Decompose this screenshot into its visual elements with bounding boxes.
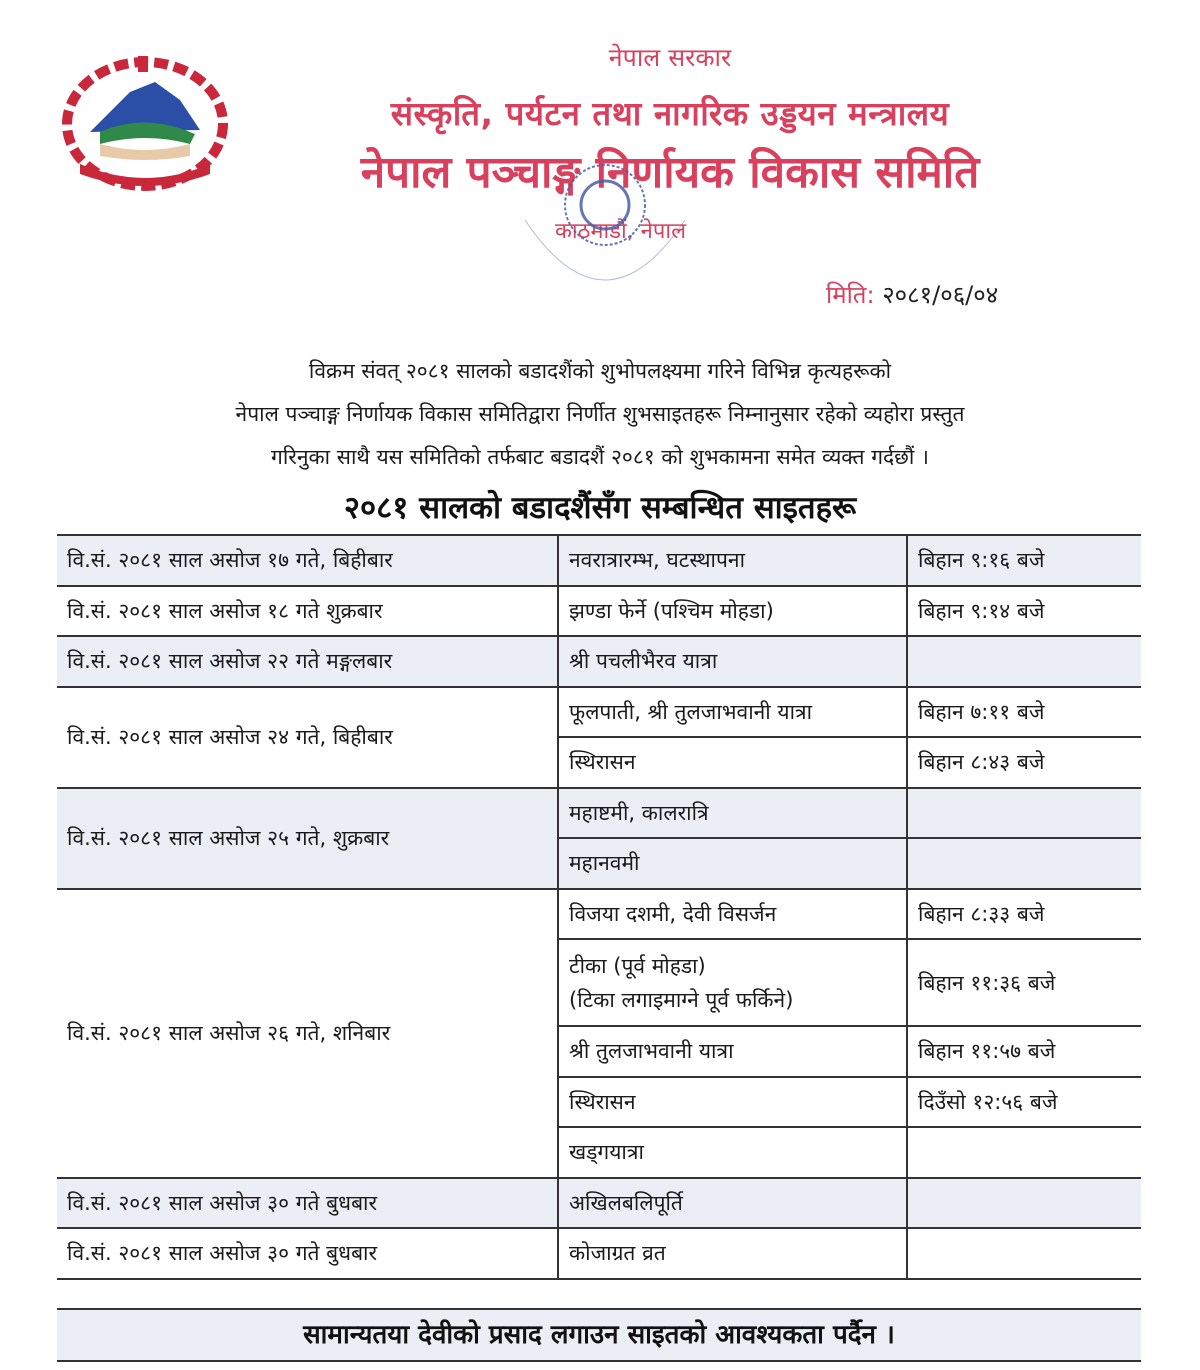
table-row (57, 889, 1141, 940)
table-row (57, 586, 1141, 637)
time-cell: बिहान ११:५७ बजे (907, 1026, 1141, 1077)
event-cell (558, 939, 907, 1026)
ministry-name: संस्कृति, पर्यटन तथा नागरिक उड्डयन मन्त्रालय (390, 94, 950, 133)
government-name: नेपाल सरकार (608, 43, 732, 72)
event-name: टीका (पूर्व मोहडा) (569, 953, 706, 978)
event-cell: कोजाग्रत व्रत (558, 1228, 907, 1279)
event-cell: श्री तुलजाभवानी यात्रा (558, 1026, 907, 1077)
issue-date (826, 278, 998, 311)
intro-line: विक्रम संवत् २०८१ सालको बडादशैंको शुभोपलक्ष्यमा गरिने विभिन्न कृत्यहरूको (308, 359, 892, 383)
time-cell (907, 788, 1141, 839)
table-row (57, 687, 1141, 738)
intro-line: गरिनुका साथै यस समितिको तर्फबाट बडादशैं २०८१ को शुभकामना समेत व्यक्त गर्दछौं । (271, 445, 929, 469)
event-cell: विजया दशमी, देवी विसर्जन (558, 889, 907, 940)
time-cell (907, 1178, 1141, 1229)
event-cell: महाष्टमी, कालरात्रि (558, 788, 907, 839)
event-cell: झण्डा फेर्ने (पश्चिम मोहडा) (558, 586, 907, 637)
date-cell: वि.सं. २०८१ साल असोज १८ गते शुक्रबार (57, 586, 558, 637)
date-cell: वि.सं. २०८१ साल असोज १७ गते, बिहीबार (57, 535, 558, 586)
date-cell: वि.सं. २०८१ साल असोज २५ गते, शुक्रबार (57, 788, 558, 889)
event-cell: स्थिरासन (558, 1077, 907, 1128)
date-cell: वि.सं. २०८१ साल असोज ३० गते बुधबार (57, 1178, 558, 1229)
committee-name: नेपाल पञ्चाङ्ग निर्णायक विकास समिति (360, 147, 980, 198)
event-cell: श्री पचलीभैरव यात्रा (558, 636, 907, 687)
date-label: मिति: (826, 281, 875, 309)
table-row (57, 636, 1141, 687)
schedule-table (57, 534, 1141, 1280)
time-cell: बिहान ७:११ बजे (907, 687, 1141, 738)
event-cell: स्थिरासन (558, 737, 907, 788)
time-cell: दिउँसो १२:५६ बजे (907, 1077, 1141, 1128)
time-cell (907, 1228, 1141, 1279)
time-cell (907, 838, 1141, 889)
date-value: २०८१/०६/०४ (882, 281, 999, 309)
time-cell: बिहान ९:१६ बजे (907, 535, 1141, 586)
intro-line: नेपाल पञ्चाङ्ग निर्णायक विकास समितिद्वारा निर्णीत शुभसाइतहरू निम्नानुसार रहेको व्यहोरा प्रस्तुत (235, 402, 965, 426)
nepal-emblem-icon (60, 52, 230, 192)
time-cell (907, 1127, 1141, 1178)
date-cell: वि.सं. २०८१ साल असोज २२ गते मङ्गलबार (57, 636, 558, 687)
event-cell: नवरात्रारम्भ, घटस्थापना (558, 535, 907, 586)
event-cell: फूलपाती, श्री तुलजाभवानी यात्रा (558, 687, 907, 738)
time-cell: बिहान ९:१४ बजे (907, 586, 1141, 637)
table-row (57, 1178, 1141, 1229)
event-cell: खड्गयात्रा (558, 1127, 907, 1178)
time-cell: बिहान ११:३६ बजे (907, 939, 1141, 1026)
event-cell: अखिलबलिपूर्ति (558, 1178, 907, 1229)
date-cell: वि.सं. २०८१ साल असोज २६ गते, शनिबार (57, 889, 558, 1178)
intro-paragraph (60, 350, 1140, 479)
time-cell: बिहान ८:४३ बजे (907, 737, 1141, 788)
official-stamp-icon (505, 150, 705, 330)
date-cell: वि.सं. २०८१ साल असोज २४ गते, बिहीबार (57, 687, 558, 788)
date-cell: वि.सं. २०८१ साल असोज ३० गते बुधबार (57, 1228, 558, 1279)
office-location: काठमाडौं, नेपाल (555, 219, 687, 244)
event-cell: महानवमी (558, 838, 907, 889)
footer-note: सामान्यतया देवीको प्रसाद लगाउन साइतको आवश्यकता पर्दैन । (57, 1308, 1141, 1362)
time-cell: बिहान ८:३३ बजे (907, 889, 1141, 940)
time-cell (907, 636, 1141, 687)
table-row (57, 1228, 1141, 1279)
table-title: २०८१ सालको बडादशैंसँग सम्बन्धित साइतहरू (343, 490, 857, 526)
table-row (57, 535, 1141, 586)
table-row (57, 788, 1141, 839)
event-note: (टिका लगाइमाग्ने पूर्व फर्किने) (569, 987, 794, 1012)
